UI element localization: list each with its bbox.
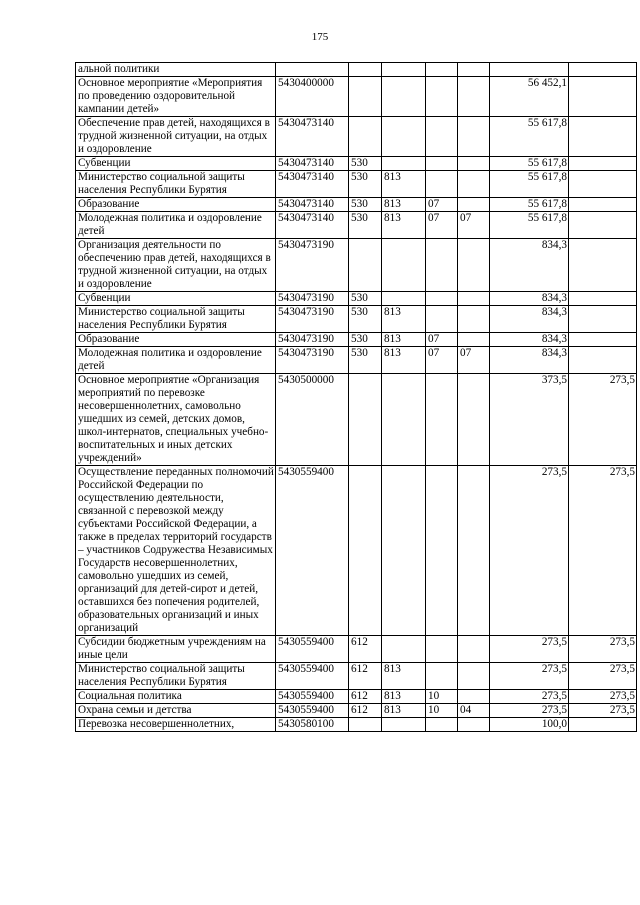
target-code-cell: 5430400000 [276, 77, 349, 117]
federal-amount-cell: 273,5 [569, 374, 637, 466]
expense-type-cell [349, 117, 382, 157]
row-name-cell: Осуществление переданных полномочий Российской Федерации по осуществлению деятельности, связанной с перевозкой между субъектами Российской Федерации, а также в пределах территорий государств – участников Содружества Независимых Государств несовершеннолетних, самовольно ушедших из семей, организаций для детей-сирот и детей, оставшихся без попечения родителей, образовательных организаций и иных организаций [76, 466, 276, 636]
section-cell [426, 117, 458, 157]
section-cell [426, 663, 458, 690]
table-row [76, 636, 637, 663]
row-name-cell: Субвенции [76, 157, 276, 171]
row-name-cell: Перевозка несовершеннолетних, [76, 718, 276, 732]
section-cell [426, 718, 458, 732]
expense-type-cell [349, 374, 382, 466]
federal-amount-cell: 273,5 [569, 704, 637, 718]
target-code-cell: 5430473140 [276, 171, 349, 198]
table-row [76, 239, 637, 292]
section-cell [426, 157, 458, 171]
table-row [76, 347, 637, 374]
table-row [76, 704, 637, 718]
administrator-code-cell: 813 [382, 704, 426, 718]
target-code-cell: 5430559400 [276, 466, 349, 636]
expense-type-cell: 612 [349, 636, 382, 663]
amount-cell: 273,5 [490, 690, 569, 704]
section-cell [426, 292, 458, 306]
table-row [76, 690, 637, 704]
federal-amount-cell: 273,5 [569, 466, 637, 636]
federal-amount-cell: 273,5 [569, 663, 637, 690]
expense-type-cell: 612 [349, 704, 382, 718]
target-code-cell: 5430559400 [276, 690, 349, 704]
expense-type-cell: 530 [349, 347, 382, 374]
section-cell: 07 [426, 347, 458, 374]
subsection-cell: 04 [458, 704, 490, 718]
federal-amount-cell [569, 306, 637, 333]
amount-cell: 55 617,8 [490, 212, 569, 239]
administrator-code-cell: 813 [382, 171, 426, 198]
federal-amount-cell [569, 239, 637, 292]
subsection-cell [458, 292, 490, 306]
amount-cell: 273,5 [490, 466, 569, 636]
section-cell [426, 239, 458, 292]
table-row [76, 374, 637, 466]
page-number: 175 [311, 31, 329, 43]
subsection-cell: 07 [458, 212, 490, 239]
section-cell [426, 63, 458, 77]
section-cell: 07 [426, 198, 458, 212]
federal-amount-cell: 273,5 [569, 636, 637, 663]
amount-cell: 273,5 [490, 704, 569, 718]
budget-table [75, 62, 637, 732]
row-name-cell: Организация деятельности по обеспечению прав детей, находящихся в трудной жизненной ситуации, на отдых и оздоровление [76, 239, 276, 292]
row-name-cell: Образование [76, 333, 276, 347]
federal-amount-cell [569, 212, 637, 239]
subsection-cell [458, 636, 490, 663]
table-row [76, 117, 637, 157]
administrator-code-cell [382, 466, 426, 636]
amount-cell: 55 617,8 [490, 171, 569, 198]
table-row [76, 718, 637, 732]
row-name-cell: альной политики [76, 63, 276, 77]
amount-cell: 100,0 [490, 718, 569, 732]
administrator-code-cell: 813 [382, 663, 426, 690]
table-row [76, 663, 637, 690]
row-name-cell: Обеспечение прав детей, находящихся в трудной жизненной ситуации, на отдых и оздоровление [76, 117, 276, 157]
section-cell: 10 [426, 704, 458, 718]
target-code-cell: 5430559400 [276, 636, 349, 663]
amount-cell: 55 617,8 [490, 157, 569, 171]
administrator-code-cell: 813 [382, 690, 426, 704]
target-code-cell: 5430580100 [276, 718, 349, 732]
row-name-cell: Министерство социальной защиты населения Республики Бурятия [76, 306, 276, 333]
row-name-cell: Основное мероприятие «Организация мероприятий по перевозке несовершеннолетних, самовольно ушедших из семей, детских домов, школ-интернатов, специальных учебно-воспитательных и иных детских учреждений» [76, 374, 276, 466]
subsection-cell [458, 77, 490, 117]
subsection-cell [458, 198, 490, 212]
table-row [76, 198, 637, 212]
amount-cell: 56 452,1 [490, 77, 569, 117]
subsection-cell [458, 239, 490, 292]
amount-cell [490, 63, 569, 77]
subsection-cell [458, 157, 490, 171]
subsection-cell [458, 171, 490, 198]
section-cell [426, 466, 458, 636]
administrator-code-cell [382, 157, 426, 171]
subsection-cell [458, 306, 490, 333]
federal-amount-cell [569, 718, 637, 732]
table-row [76, 306, 637, 333]
section-cell [426, 77, 458, 117]
table-row [76, 333, 637, 347]
expense-type-cell: 530 [349, 171, 382, 198]
section-cell: 07 [426, 212, 458, 239]
subsection-cell [458, 663, 490, 690]
target-code-cell: 5430473140 [276, 157, 349, 171]
section-cell: 07 [426, 333, 458, 347]
subsection-cell [458, 374, 490, 466]
federal-amount-cell [569, 63, 637, 77]
administrator-code-cell [382, 374, 426, 466]
expense-type-cell [349, 239, 382, 292]
target-code-cell: 5430473190 [276, 347, 349, 374]
expense-type-cell: 530 [349, 333, 382, 347]
subsection-cell [458, 117, 490, 157]
row-name-cell: Молодежная политика и оздоровление детей [76, 347, 276, 374]
amount-cell: 273,5 [490, 663, 569, 690]
target-code-cell: 5430473140 [276, 212, 349, 239]
amount-cell: 834,3 [490, 239, 569, 292]
federal-amount-cell [569, 171, 637, 198]
federal-amount-cell [569, 333, 637, 347]
table-row [76, 292, 637, 306]
amount-cell: 55 617,8 [490, 198, 569, 212]
target-code-cell: 5430559400 [276, 704, 349, 718]
expense-type-cell [349, 466, 382, 636]
row-name-cell: Министерство социальной защиты населения Республики Бурятия [76, 663, 276, 690]
target-code-cell: 5430559400 [276, 663, 349, 690]
administrator-code-cell [382, 718, 426, 732]
federal-amount-cell: 273,5 [569, 690, 637, 704]
subsection-cell [458, 466, 490, 636]
row-name-cell: Молодежная политика и оздоровление детей [76, 212, 276, 239]
expense-type-cell: 530 [349, 198, 382, 212]
target-code-cell: 5430473190 [276, 239, 349, 292]
section-cell [426, 636, 458, 663]
table-row [76, 63, 637, 77]
table-row [76, 171, 637, 198]
administrator-code-cell [382, 63, 426, 77]
federal-amount-cell [569, 117, 637, 157]
administrator-code-cell [382, 77, 426, 117]
section-cell [426, 374, 458, 466]
amount-cell: 834,3 [490, 292, 569, 306]
target-code-cell: 5430473140 [276, 117, 349, 157]
administrator-code-cell: 813 [382, 306, 426, 333]
expense-type-cell [349, 77, 382, 117]
administrator-code-cell [382, 636, 426, 663]
expense-type-cell: 530 [349, 212, 382, 239]
row-name-cell: Субсидии бюджетным учреждениям на иные цели [76, 636, 276, 663]
federal-amount-cell [569, 347, 637, 374]
amount-cell: 373,5 [490, 374, 569, 466]
administrator-code-cell: 813 [382, 333, 426, 347]
administrator-code-cell: 813 [382, 198, 426, 212]
administrator-code-cell: 813 [382, 347, 426, 374]
federal-amount-cell [569, 198, 637, 212]
amount-cell: 55 617,8 [490, 117, 569, 157]
expense-type-cell: 530 [349, 306, 382, 333]
table-row [76, 466, 637, 636]
expense-type-cell: 530 [349, 157, 382, 171]
table-row [76, 77, 637, 117]
subsection-cell [458, 63, 490, 77]
target-code-cell: 5430473190 [276, 292, 349, 306]
budget-table-body [76, 63, 637, 732]
federal-amount-cell [569, 77, 637, 117]
row-name-cell: Социальная политика [76, 690, 276, 704]
amount-cell: 834,3 [490, 306, 569, 333]
subsection-cell [458, 333, 490, 347]
row-name-cell: Министерство социальной защиты населения Республики Бурятия [76, 171, 276, 198]
table-row [76, 212, 637, 239]
target-code-cell: 5430500000 [276, 374, 349, 466]
section-cell [426, 306, 458, 333]
target-code-cell: 5430473140 [276, 198, 349, 212]
federal-amount-cell [569, 292, 637, 306]
administrator-code-cell [382, 292, 426, 306]
amount-cell: 273,5 [490, 636, 569, 663]
expense-type-cell [349, 718, 382, 732]
subsection-cell [458, 718, 490, 732]
target-code-cell: 5430473190 [276, 306, 349, 333]
expense-type-cell: 612 [349, 663, 382, 690]
administrator-code-cell [382, 117, 426, 157]
federal-amount-cell [569, 157, 637, 171]
expense-type-cell: 612 [349, 690, 382, 704]
amount-cell: 834,3 [490, 347, 569, 374]
row-name-cell: Основное мероприятие «Мероприятия по проведению оздоровительной кампании детей» [76, 77, 276, 117]
subsection-cell [458, 690, 490, 704]
row-name-cell: Субвенции [76, 292, 276, 306]
subsection-cell: 07 [458, 347, 490, 374]
amount-cell: 834,3 [490, 333, 569, 347]
row-name-cell: Образование [76, 198, 276, 212]
table-row [76, 157, 637, 171]
expense-type-cell [349, 63, 382, 77]
row-name-cell: Охрана семьи и детства [76, 704, 276, 718]
administrator-code-cell: 813 [382, 212, 426, 239]
administrator-code-cell [382, 239, 426, 292]
expense-type-cell: 530 [349, 292, 382, 306]
section-cell [426, 171, 458, 198]
target-code-cell: 5430473190 [276, 333, 349, 347]
section-cell: 10 [426, 690, 458, 704]
target-code-cell [276, 63, 349, 77]
